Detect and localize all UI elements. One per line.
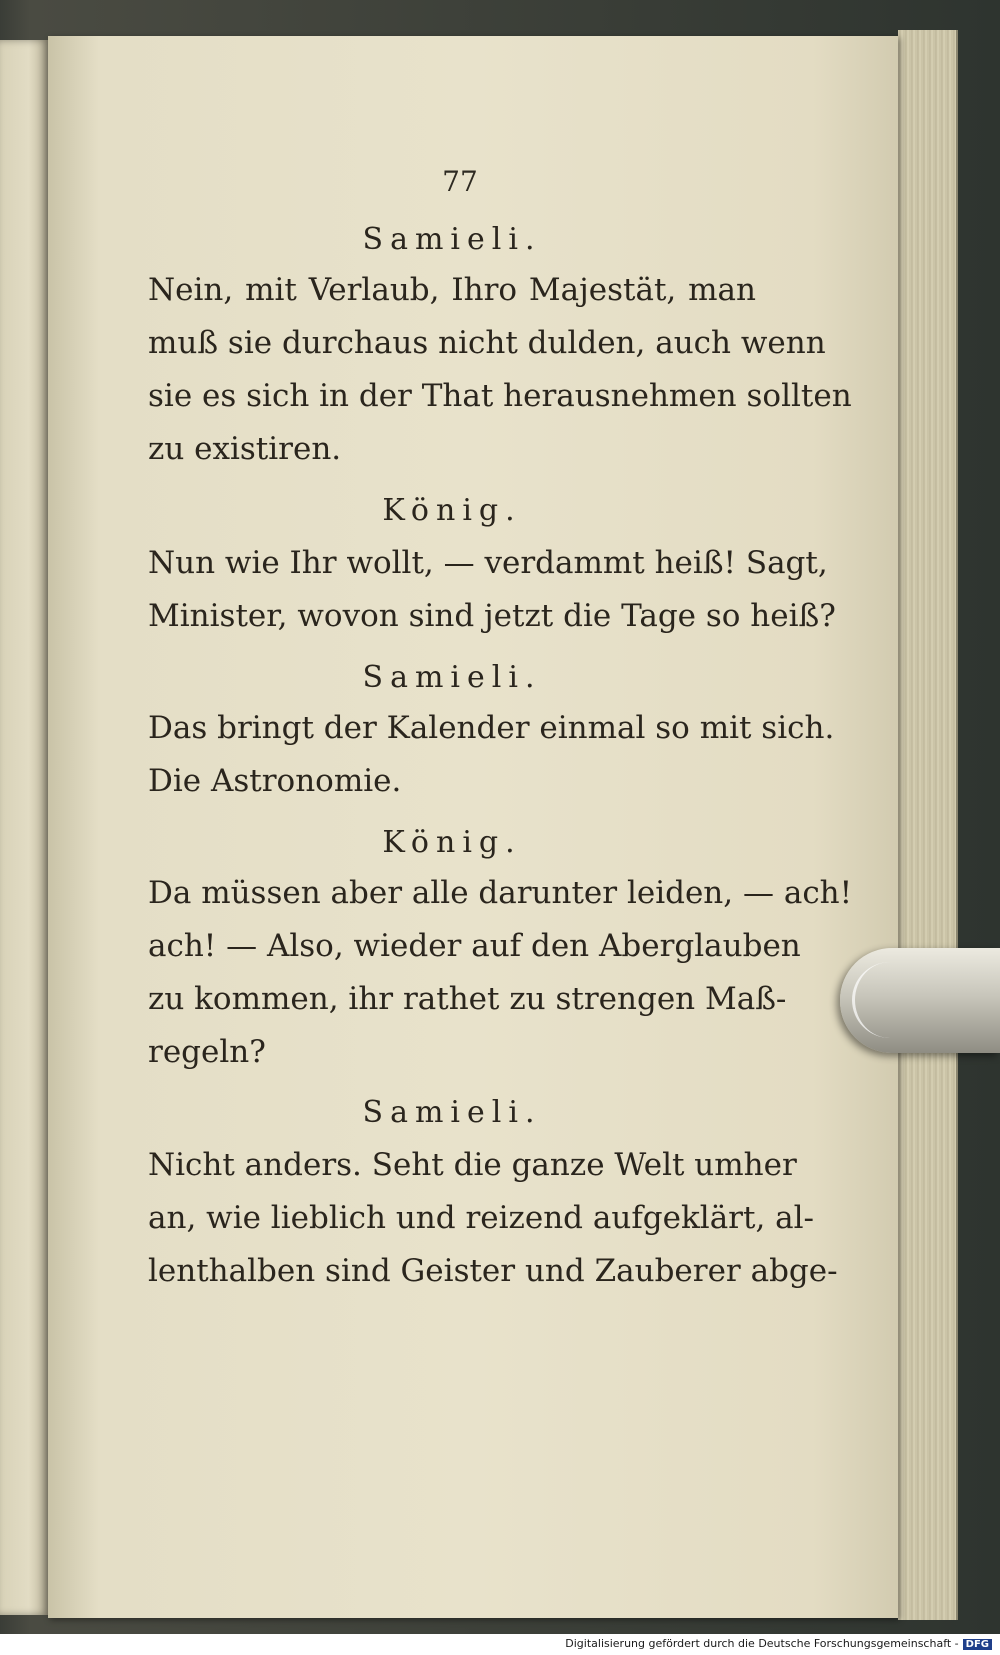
- text-line: zu kommen, ihr rathet zu strengen Maß-: [148, 981, 787, 1017]
- text-line: Nun wie Ihr wollt, — verdammt heiß! Sagt,: [148, 545, 828, 581]
- digitization-footer: [0, 1634, 1000, 1655]
- page-number: 77: [442, 165, 478, 198]
- text-line: Nicht anders. Seht die ganze Welt umher: [148, 1147, 797, 1183]
- speaker-heading: Samieli.: [362, 660, 542, 695]
- text-line: muß sie durchaus nicht dulden, auch wenn: [148, 325, 826, 361]
- footer-credit-text: Digitalisierung gefördert durch die Deutsche Forschungsgemeinschaft -: [565, 1637, 959, 1650]
- text-line: ach! — Also, wieder auf den Aberglauben: [148, 928, 801, 964]
- left-page-edge: [0, 40, 48, 1615]
- text-line: Da müssen aber alle darunter leiden, — ach!: [148, 875, 853, 911]
- text-line: Nein, mit Verlaub, Ihro Majestät, man: [148, 272, 756, 308]
- text-line: regeln?: [148, 1034, 266, 1070]
- text-line: an, wie lieblich und reizend aufgeklärt, al-: [148, 1200, 815, 1236]
- dfg-logo: DFG: [963, 1639, 992, 1650]
- speaker-heading: König.: [382, 493, 522, 528]
- footer-credit: [565, 1637, 992, 1650]
- text-line: lenthalben sind Geister und Zauberer abge-: [148, 1253, 838, 1289]
- text-line: zu existiren.: [148, 431, 342, 467]
- speaker-heading: König.: [382, 825, 522, 860]
- text-line: sie es sich in der That herausnehmen sollten: [148, 378, 852, 414]
- text-line: Minister, wovon sind jetzt die Tage so heiß?: [148, 598, 836, 634]
- scanner-page-clip: [840, 948, 1000, 1053]
- page-stack-edges: [898, 30, 958, 1620]
- text-line: Die Astronomie.: [148, 763, 402, 799]
- speaker-heading: Samieli.: [362, 1095, 542, 1130]
- text-line: Das bringt der Kalender einmal so mit sich.: [148, 710, 835, 746]
- speaker-heading: Samieli.: [362, 222, 542, 257]
